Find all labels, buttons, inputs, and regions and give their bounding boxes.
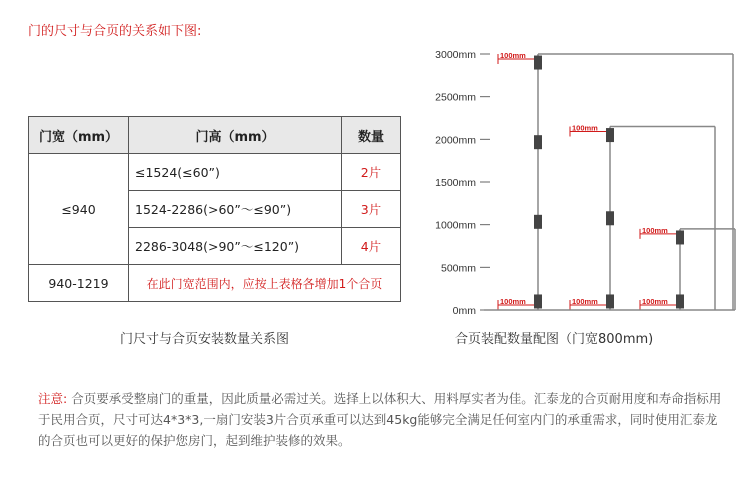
spacing-label: 100mm <box>572 297 598 306</box>
notice-label: 注意: <box>38 391 68 406</box>
header-quantity: 数量 <box>342 117 401 154</box>
page-heading: 门的尺寸与合页的关系如下图: <box>28 24 202 39</box>
chart-caption: 合页装配数量配图（门宽800mm) <box>455 332 654 347</box>
cell-qty: 4片 <box>342 228 401 265</box>
hinge-mark <box>606 211 614 225</box>
tick-label: 3000mm <box>435 49 476 61</box>
table-row <box>29 265 401 302</box>
spacing-label: 100mm <box>642 225 668 235</box>
cell-qty: 3片 <box>342 191 401 228</box>
table-row <box>29 154 401 191</box>
tick-label: 1000mm <box>435 219 476 232</box>
table-header-row <box>29 117 401 154</box>
cell-width-group: ≤940 <box>29 154 129 265</box>
hinge-mark <box>534 294 542 308</box>
hinge-mark <box>606 128 614 142</box>
cell-qty: 2片 <box>342 154 401 191</box>
cell-height: 1524-2286(>60”～≤90”) <box>129 191 342 228</box>
hinge-spec-table <box>28 116 401 302</box>
hinge-mark <box>534 56 542 70</box>
tick-label: 0mm <box>452 305 476 317</box>
hinge-mark <box>534 215 542 229</box>
spacing-label: 100mm <box>572 123 598 133</box>
tick-label: 500mm <box>440 262 476 275</box>
spacing-label: 100mm <box>500 297 526 306</box>
cell-height: ≤1524(≤60”) <box>129 154 342 191</box>
tick-label: 2000mm <box>435 134 476 147</box>
hinge-mark <box>606 294 614 308</box>
hinge-mark <box>676 230 684 244</box>
spacing-label: 100mm <box>500 51 526 60</box>
hinge-mark <box>534 135 542 149</box>
table-caption: 门尺寸与合页安装数量关系图 <box>120 332 290 347</box>
header-door-width: 门宽（mm） <box>29 117 129 154</box>
cell-width-range: 940-1219 <box>29 265 129 302</box>
cell-note: 在此门宽范围内，应按上表格各增加1个合页 <box>129 265 401 302</box>
notice-text: 合页要承受整扇门的重量，因此质量必需过关。选择上以体积大、用料厚实者为佳。汇泰龙的合页耐用度和寿命指标用于民用合页，尺寸可达4*3*3,一扇门安装3片合页承重可以达到45kg能够完全满足任何室内门的承重需求，同时使用汇泰龙的合页也可以更好的保护您房门，起到维护装修的效果。 <box>38 391 722 448</box>
header-door-height: 门高（mm） <box>129 117 342 154</box>
tick-label: 1500mm <box>435 177 476 189</box>
hinge-diagram <box>410 42 740 322</box>
notice-paragraph <box>38 388 728 451</box>
tick-label: 2500mm <box>435 91 476 104</box>
hinge-mark <box>676 294 684 308</box>
cell-height: 2286-3048(>90”～≤120”) <box>129 228 342 265</box>
spacing-label: 100mm <box>642 297 668 306</box>
